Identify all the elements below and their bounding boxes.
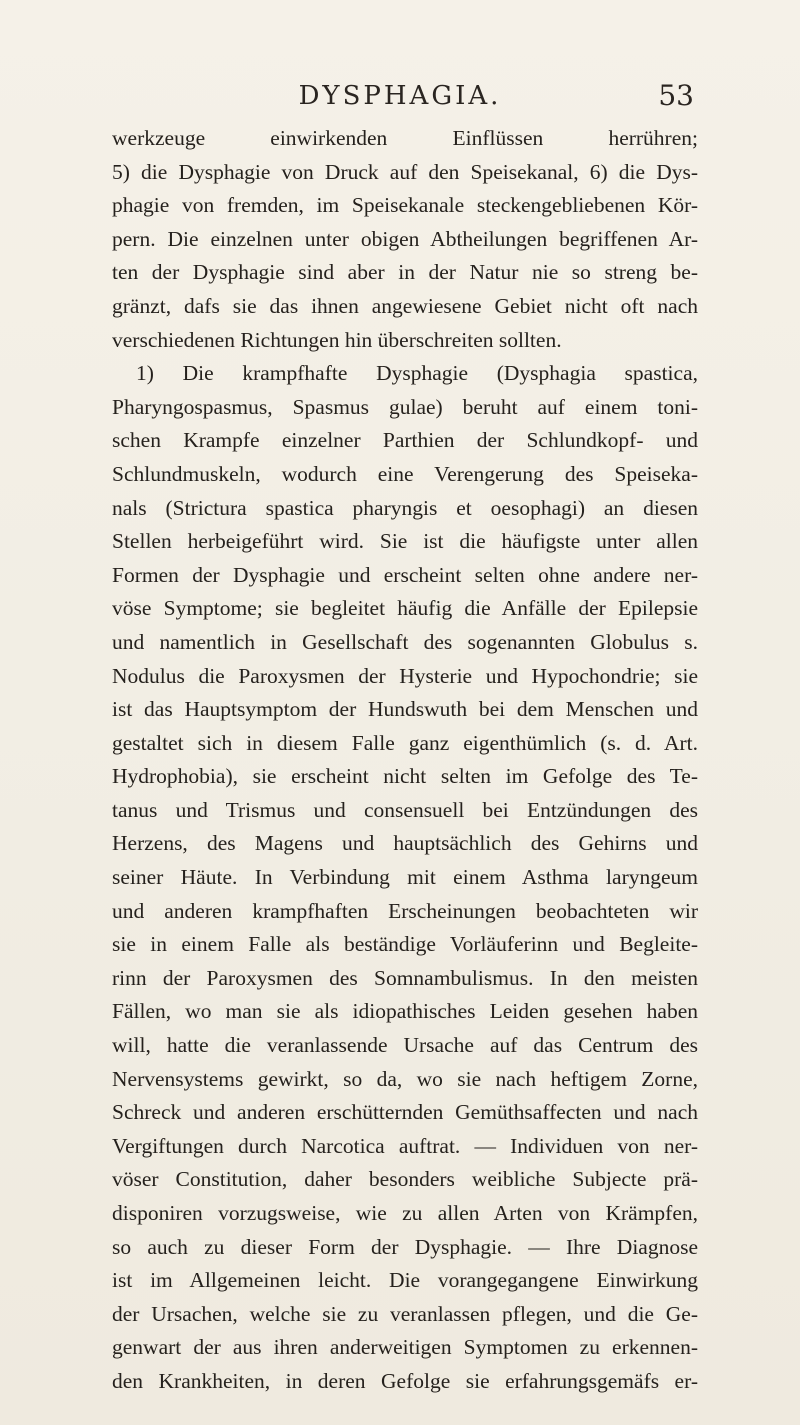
- running-head: DYSPHAGIA.: [298, 81, 502, 111]
- text-line: vöser Constitution, daher besonders weibliche Subjecte prä-: [112, 1167, 698, 1192]
- text-line: Hydrophobia), sie erscheint nicht selten im Gefolge des Te-: [112, 764, 698, 789]
- text-line: werkzeuge einwirkenden Einflüssen herrühren;: [112, 126, 698, 150]
- text-line: tanus und Trismus und consensuell bei Entzündungen des: [112, 797, 698, 822]
- text-line: pern. Die einzelnen unter obigen Abtheilungen begriffenen Ar-: [112, 226, 698, 251]
- text-line: phagie von fremden, im Speisekanale steckengebliebenen Kör-: [112, 193, 698, 218]
- text-line: Pharyngospasmus, Spasmus gulae) beruht auf einem toni-: [112, 394, 698, 419]
- text-line: verschiedenen Richtungen hin überschreiten sollten.: [112, 327, 562, 352]
- text-line: genwart der aus ihren anderweitigen Symptomen zu erkennen-: [112, 1335, 698, 1360]
- text-line: den Krankheiten, in deren Gefolge sie erfahrungsgemäfs er-: [112, 1368, 698, 1393]
- text-line: gränzt, dafs sie das ihnen angewiesene Gebiet nicht oft nach: [112, 293, 698, 318]
- text-line: so auch zu dieser Form der Dysphagie. — Ihre Diagnose: [112, 1234, 698, 1259]
- text-line: gestaltet sich in diesem Falle ganz eigenthümlich (s. d. Art.: [112, 730, 698, 755]
- text-line: und namentlich in Gesellschaft des sogenannten Globulus s.: [112, 629, 698, 654]
- text-line: Nervensystems gewirkt, so da, wo sie nach heftigem Zorne,: [112, 1066, 698, 1091]
- text-line: ten der Dysphagie sind aber in der Natur nie so streng be-: [112, 260, 698, 285]
- text-line: Herzens, des Magens und hauptsächlich des Gehirns und: [112, 831, 698, 856]
- text-line: Fällen, wo man sie als idiopathisches Leiden gesehen haben: [112, 999, 698, 1024]
- text-line: 5) die Dysphagie von Druck auf den Speisekanal, 6) die Dys-: [112, 159, 698, 184]
- text-line: 1) Die krampfhafte Dysphagie (Dysphagia spastica,: [136, 361, 698, 386]
- text-line: will, hatte die veranlassende Ursache auf das Centrum des: [112, 1033, 698, 1058]
- page-number: 53: [658, 79, 694, 112]
- text-line: vöse Symptome; sie begleitet häufig die Anfälle der Epilepsie: [112, 596, 698, 621]
- text-line: der Ursachen, welche sie zu veranlassen pflegen, und die Ge-: [112, 1301, 698, 1326]
- text-line: Vergiftungen durch Narcotica auftrat. — Individuen von ner-: [112, 1133, 698, 1158]
- text-line: ist im Allgemeinen leicht. Die vorangegangene Einwirkung: [112, 1268, 698, 1293]
- text-line: sie in einem Falle als beständige Vorläuferinn und Begleite-: [112, 932, 698, 957]
- text-line: Schlundmuskeln, wodurch eine Verengerung des Speiseka-: [112, 461, 698, 486]
- text-line: seiner Häute. In Verbindung mit einem Asthma laryngeum: [112, 865, 698, 890]
- page-header: [0, 78, 800, 114]
- text-line: Formen der Dysphagie und erscheint selten ohne andere ner-: [112, 562, 698, 587]
- text-line: schen Krampfe einzelner Parthien der Schlundkopf- und: [112, 428, 698, 453]
- text-line: und anderen krampfhaften Erscheinungen beobachteten wir: [112, 898, 698, 923]
- text-line: rinn der Paroxysmen des Somnambulismus. In den meisten: [112, 965, 698, 990]
- body-text: [112, 122, 698, 1399]
- text-line: ist das Hauptsymptom der Hundswuth bei dem Menschen und: [112, 697, 698, 722]
- text-line: Schreck und anderen erschütternden Gemüthsaffecten und nach: [112, 1100, 698, 1125]
- text-line: disponiren vorzugsweise, wie zu allen Arten von Krämpfen,: [112, 1201, 698, 1225]
- text-line: Stellen herbeigeführt wird. Sie ist die häufigste unter allen: [112, 529, 698, 554]
- text-line: Nodulus die Paroxysmen der Hysterie und Hypochondrie; sie: [112, 663, 698, 688]
- text-line: nals (Strictura spastica pharyngis et oesophagi) an diesen: [112, 495, 698, 520]
